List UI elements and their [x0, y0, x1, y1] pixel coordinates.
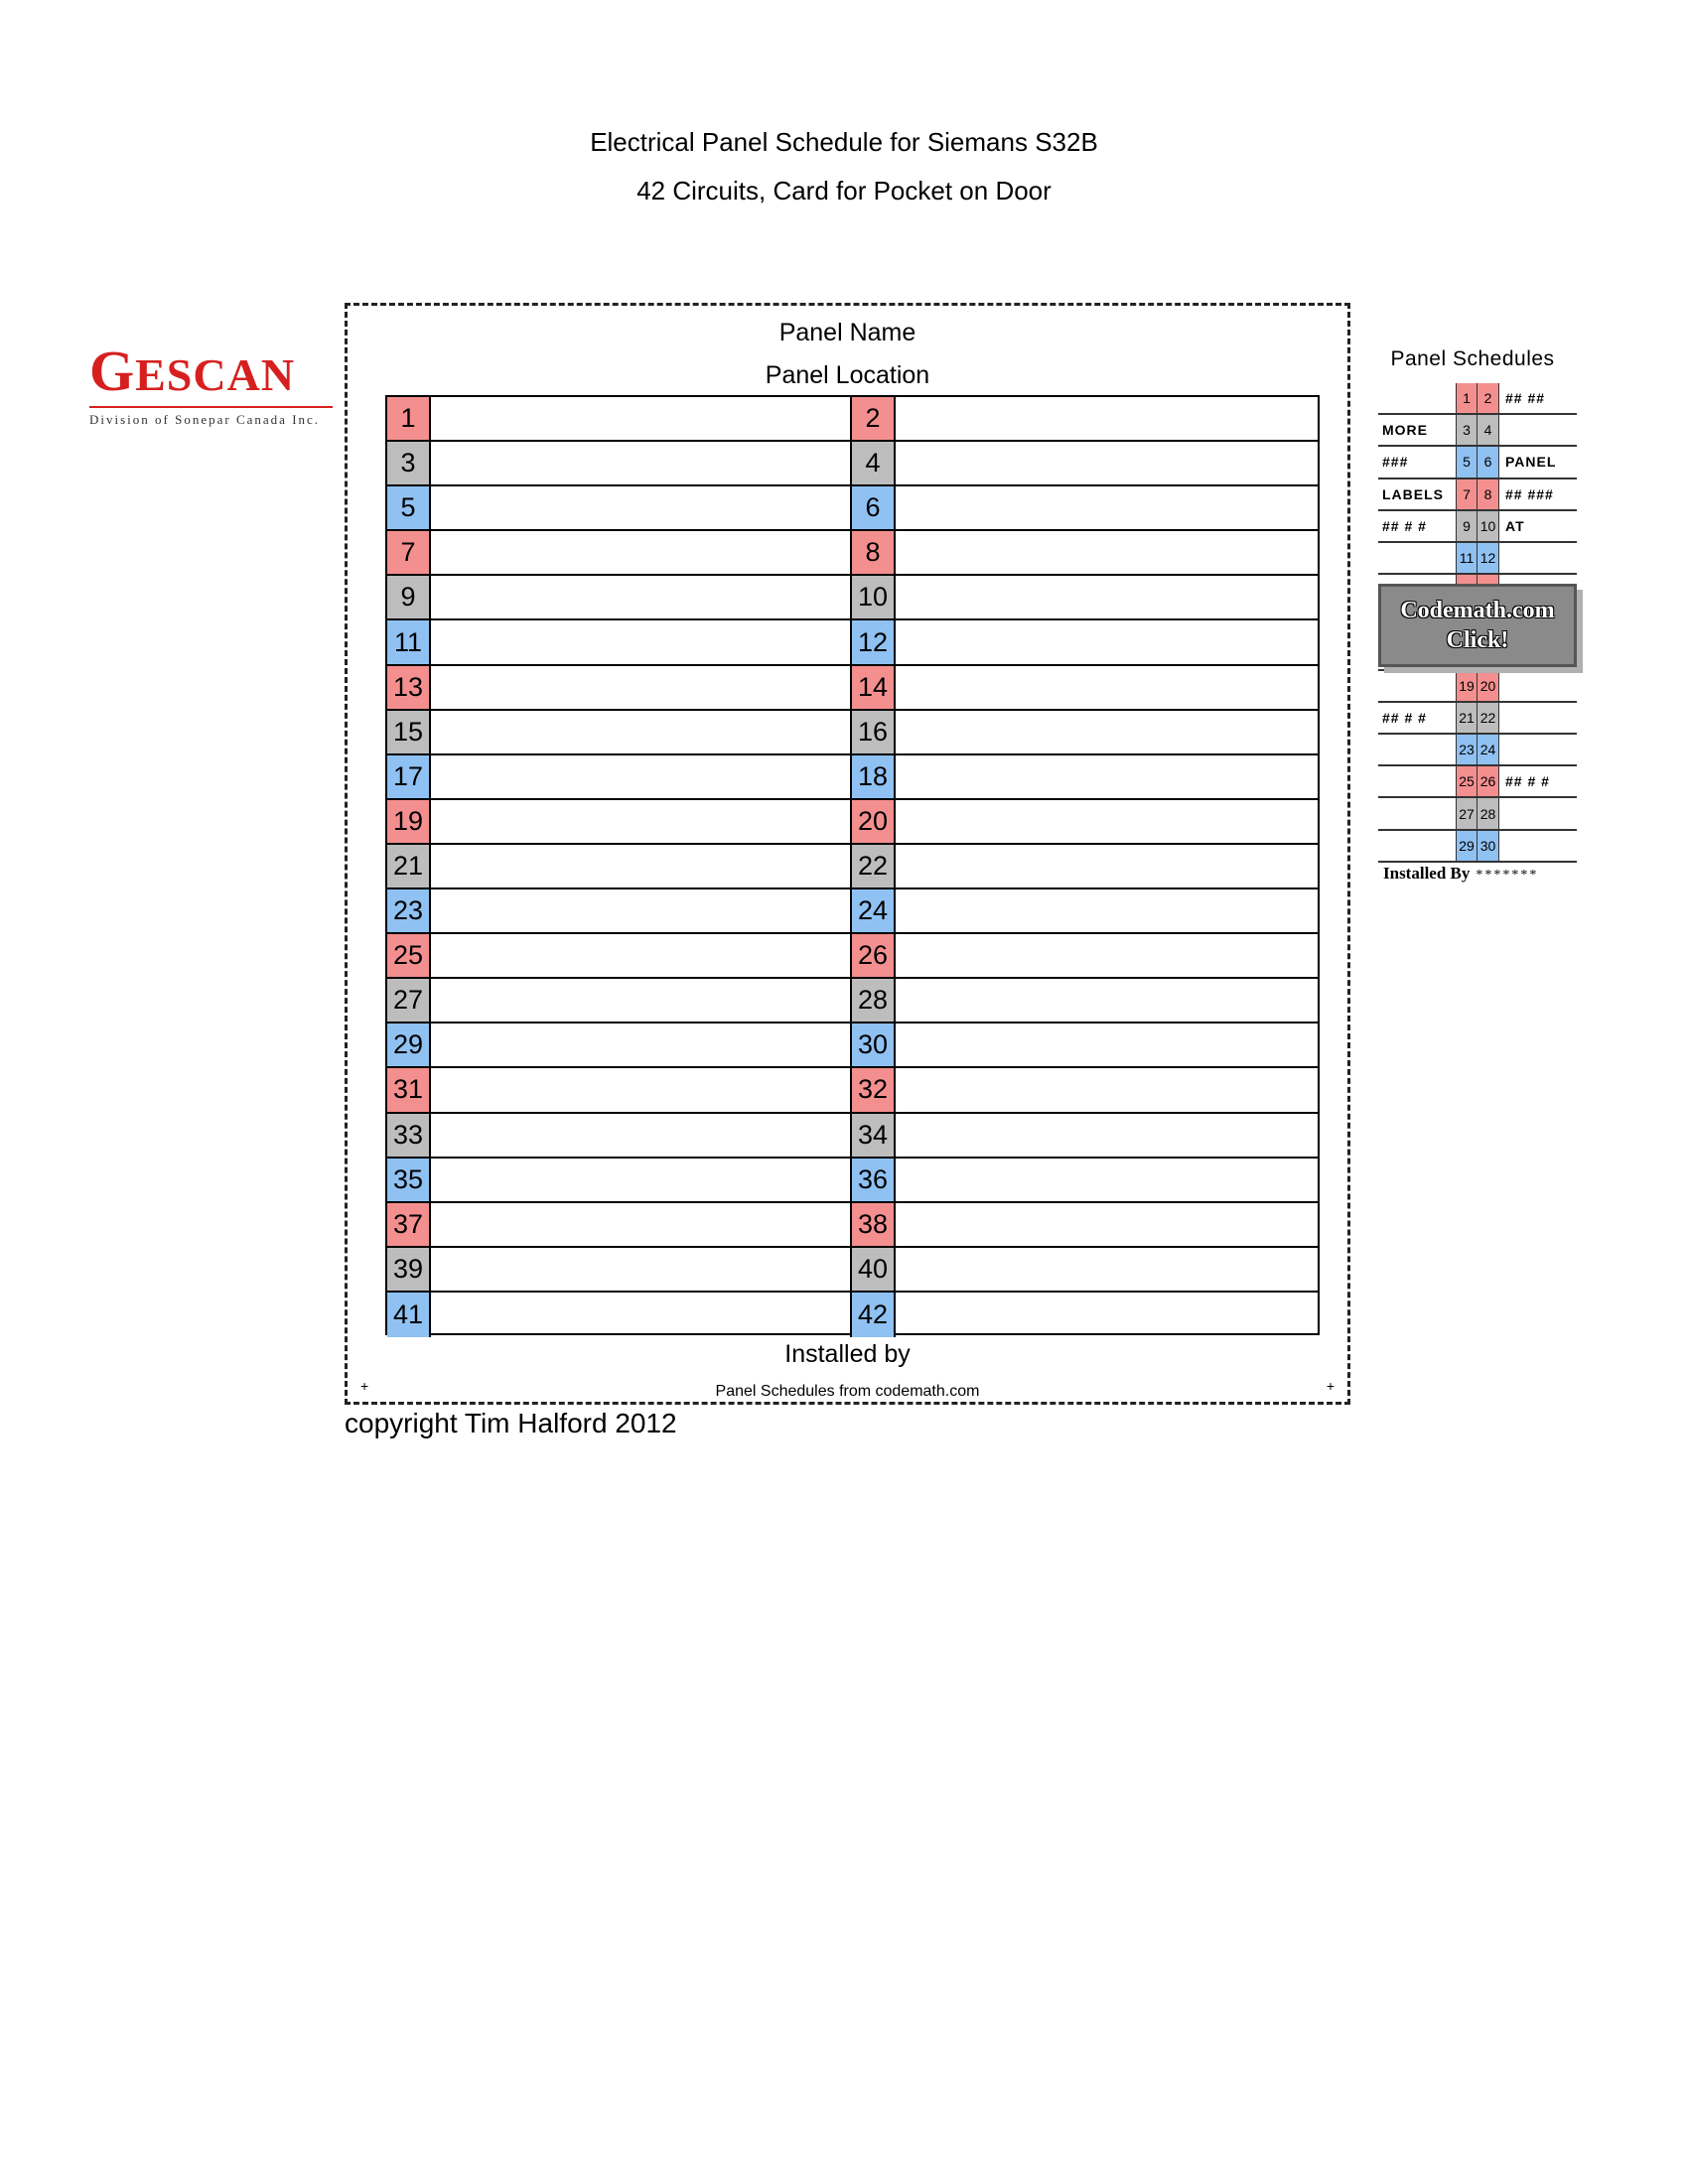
circuit-number-left: 15 [387, 711, 431, 753]
circuit-description-left[interactable] [431, 397, 852, 440]
thumbnail-number-a: 7 [1456, 479, 1477, 509]
circuit-row [387, 755, 1318, 800]
circuit-description-right[interactable] [896, 1024, 1318, 1066]
thumbnail-row [1378, 383, 1577, 415]
thumbnail-number-b: 30 [1477, 831, 1499, 861]
thumbnail-row [1378, 735, 1577, 766]
circuit-row [387, 889, 1318, 934]
circuit-row [387, 845, 1318, 889]
circuit-description-right[interactable] [896, 889, 1318, 932]
circuit-number-left: 5 [387, 486, 431, 529]
circuit-number-left: 27 [387, 979, 431, 1022]
circuit-row [387, 1203, 1318, 1248]
circuit-number-right: 36 [852, 1159, 896, 1201]
thumbnail-row [1378, 766, 1577, 798]
circuit-number-right: 26 [852, 934, 896, 977]
thumbnail-number-a: 25 [1456, 766, 1477, 796]
thumbnail-number-a: 27 [1456, 798, 1477, 828]
circuit-description-left[interactable] [431, 711, 852, 753]
circuit-description-right[interactable] [896, 1248, 1318, 1291]
thumbnail-left-label: ## # # [1382, 517, 1427, 534]
logo-tagline: Division of Sonepar Canada Inc. [89, 412, 321, 427]
circuit-description-right[interactable] [896, 576, 1318, 618]
circuit-number-right: 20 [852, 800, 896, 843]
circuit-description-left[interactable] [431, 979, 852, 1022]
circuit-row [387, 1248, 1318, 1293]
circuit-row [387, 442, 1318, 486]
circuit-number-right: 22 [852, 845, 896, 887]
circuit-description-right[interactable] [896, 531, 1318, 574]
circuit-number-right: 42 [852, 1293, 896, 1337]
thumbnail-right-label: ## ## [1505, 390, 1546, 407]
circuit-row [387, 486, 1318, 531]
circuit-number-left: 35 [387, 1159, 431, 1201]
ad-line-click: Click! [1446, 627, 1509, 653]
circuit-row [387, 1114, 1318, 1159]
circuit-number-right: 6 [852, 486, 896, 529]
circuit-description-right[interactable] [896, 666, 1318, 709]
circuit-number-right: 10 [852, 576, 896, 618]
circuit-row [387, 620, 1318, 665]
circuit-description-left[interactable] [431, 576, 852, 618]
circuit-number-right: 8 [852, 531, 896, 574]
circuit-number-right: 4 [852, 442, 896, 484]
circuit-number-right: 32 [852, 1068, 896, 1111]
thumbnail-number-a: 1 [1456, 383, 1477, 413]
thumbnail-number-b: 22 [1477, 703, 1499, 733]
thumbnail-number-a: 11 [1456, 543, 1477, 573]
circuit-description-right[interactable] [896, 1203, 1318, 1246]
circuit-number-left: 7 [387, 531, 431, 574]
gescan-logo[interactable] [89, 339, 333, 428]
circuit-number-left: 33 [387, 1114, 431, 1157]
panel-name-label: Panel Name [778, 319, 916, 346]
circuit-description-right[interactable] [896, 934, 1318, 977]
thumbnail-row [1378, 511, 1577, 543]
circuit-number-left: 29 [387, 1024, 431, 1066]
circuit-description-right[interactable] [896, 1159, 1318, 1201]
circuit-description-left[interactable] [431, 889, 852, 932]
circuit-description-right[interactable] [896, 800, 1318, 843]
circuit-row [387, 934, 1318, 979]
circuit-number-left: 19 [387, 800, 431, 843]
thumbnail-number-a: 3 [1456, 415, 1477, 445]
circuit-number-left: 9 [387, 576, 431, 618]
circuit-number-left: 23 [387, 889, 431, 932]
circuit-description-left[interactable] [431, 755, 852, 798]
circuit-number-right: 34 [852, 1114, 896, 1157]
thumbnail-row [1378, 798, 1577, 830]
circuit-number-right: 38 [852, 1203, 896, 1246]
circuit-description-right[interactable] [896, 620, 1318, 663]
circuit-description-left[interactable] [431, 1203, 852, 1246]
circuit-description-left[interactable] [431, 1248, 852, 1291]
circuit-description-right[interactable] [896, 486, 1318, 529]
codemath-ad-button[interactable] [1378, 584, 1577, 667]
panel-location-label: Panel Location [765, 361, 930, 389]
thumbnail-right-label: PANEL [1505, 454, 1557, 471]
thumbnail-row [1378, 671, 1577, 703]
circuit-number-left: 25 [387, 934, 431, 977]
thumbnail-number-b: 28 [1477, 798, 1499, 828]
thumbnail-number-b: 20 [1477, 671, 1499, 701]
installed-by-label: Installed by [784, 1340, 911, 1368]
circuit-number-right: 2 [852, 397, 896, 440]
thumbnail-left-label: MORE [1382, 422, 1428, 439]
footer-note: Panel Schedules from codemath.com [715, 1383, 980, 1400]
circuit-description-left[interactable] [431, 934, 852, 977]
thumbnail-right-label: AT [1505, 517, 1525, 534]
circuit-description-left[interactable] [431, 1159, 852, 1201]
thumbnail-left-label: ## # # [1382, 709, 1427, 726]
ad-line-site: Codemath.com [1400, 598, 1555, 623]
circuit-number-right: 30 [852, 1024, 896, 1066]
thumbnail-number-b: 2 [1477, 383, 1499, 413]
circuit-description-left[interactable] [431, 1068, 852, 1111]
thumbnail-title: Panel Schedules [1390, 347, 1555, 370]
thumbnail-right-label: ## ### [1505, 485, 1554, 502]
circuit-number-left: 13 [387, 666, 431, 709]
circuit-row [387, 531, 1318, 576]
circuit-row [387, 1159, 1318, 1203]
circuit-row [387, 1068, 1318, 1113]
circuit-number-left: 17 [387, 755, 431, 798]
thumbnail-number-b: 10 [1477, 511, 1499, 541]
thumbnail-number-a: 21 [1456, 703, 1477, 733]
thumbnail-number-b: 4 [1477, 415, 1499, 445]
thumbnail-row [1378, 703, 1577, 735]
circuit-description-left[interactable] [431, 666, 852, 709]
thumbnail-number-a: 29 [1456, 831, 1477, 861]
circuit-description-left[interactable] [431, 531, 852, 574]
circuit-row [387, 800, 1318, 845]
circuit-description-left[interactable] [431, 800, 852, 843]
thumbnail-number-b: 8 [1477, 479, 1499, 509]
copyright-notice: copyright Tim Halford 2012 [345, 1408, 677, 1438]
circuit-row [387, 711, 1318, 755]
thumbnail-number-b: 6 [1477, 447, 1499, 477]
circuit-number-right: 28 [852, 979, 896, 1022]
thumbnail-row [1378, 479, 1577, 511]
circuit-number-left: 39 [387, 1248, 431, 1291]
circuit-description-left[interactable] [431, 442, 852, 484]
thumbnail-number-a: 19 [1456, 671, 1477, 701]
document-subtitle: 42 Circuits, Card for Pocket on Door [636, 176, 1052, 205]
circuit-description-right[interactable] [896, 1114, 1318, 1157]
circuit-number-right: 40 [852, 1248, 896, 1291]
thumbnail-installed-by: Installed By ******* [1383, 864, 1539, 883]
circuit-description-right[interactable] [896, 1068, 1318, 1111]
thumbnail-row [1378, 415, 1577, 447]
circuit-row [387, 576, 1318, 620]
thumbnail-left-label: ### [1382, 454, 1409, 471]
circuit-number-right: 12 [852, 620, 896, 663]
circuit-number-right: 16 [852, 711, 896, 753]
circuit-row [387, 979, 1318, 1024]
circuit-description-right[interactable] [896, 845, 1318, 887]
circuit-row [387, 1024, 1318, 1068]
circuit-row [387, 397, 1318, 442]
thumbnail-number-b: 12 [1477, 543, 1499, 573]
circuit-description-right[interactable] [896, 711, 1318, 753]
thumbnail-row [1378, 831, 1577, 863]
circuit-description-right[interactable] [896, 755, 1318, 798]
corner-mark-left: + [360, 1378, 369, 1394]
circuit-row [387, 666, 1318, 711]
circuit-description-left[interactable] [431, 1293, 852, 1337]
thumbnail-left-label: LABELS [1382, 485, 1444, 502]
thumbnail-number-b: 24 [1477, 735, 1499, 764]
circuit-description-left[interactable] [431, 1024, 852, 1066]
panel-schedule-card [345, 303, 1350, 1405]
circuit-description-right[interactable] [896, 1293, 1318, 1337]
circuit-description-right[interactable] [896, 442, 1318, 484]
circuit-number-right: 24 [852, 889, 896, 932]
circuit-number-right: 18 [852, 755, 896, 798]
thumbnail-number-a: 23 [1456, 735, 1477, 764]
circuit-number-left: 11 [387, 620, 431, 663]
circuit-description-right[interactable] [896, 979, 1318, 1022]
logo-rule [89, 406, 333, 408]
circuit-description-left[interactable] [431, 1114, 852, 1157]
circuit-number-left: 1 [387, 397, 431, 440]
circuit-description-left[interactable] [431, 845, 852, 887]
circuit-number-left: 3 [387, 442, 431, 484]
thumbnail-number-b: 26 [1477, 766, 1499, 796]
circuit-number-left: 41 [387, 1293, 431, 1337]
thumbnail-number-a: 5 [1456, 447, 1477, 477]
document-title: Electrical Panel Schedule for Siemans S32B [590, 127, 1098, 157]
circuit-number-left: 21 [387, 845, 431, 887]
logo-wordmark: GESCAN [89, 339, 296, 403]
corner-mark-right: + [1326, 1378, 1335, 1394]
circuit-description-right[interactable] [896, 397, 1318, 440]
circuit-description-left[interactable] [431, 486, 852, 529]
circuit-row [387, 1293, 1318, 1337]
circuit-number-right: 14 [852, 666, 896, 709]
circuit-grid [385, 395, 1320, 1335]
thumbnail-row [1378, 543, 1577, 575]
thumbnail-right-label: ## # # [1505, 773, 1550, 790]
circuit-number-left: 37 [387, 1203, 431, 1246]
circuit-description-left[interactable] [431, 620, 852, 663]
thumbnail-number-a: 9 [1456, 511, 1477, 541]
circuit-number-left: 31 [387, 1068, 431, 1111]
thumbnail-row [1378, 447, 1577, 478]
